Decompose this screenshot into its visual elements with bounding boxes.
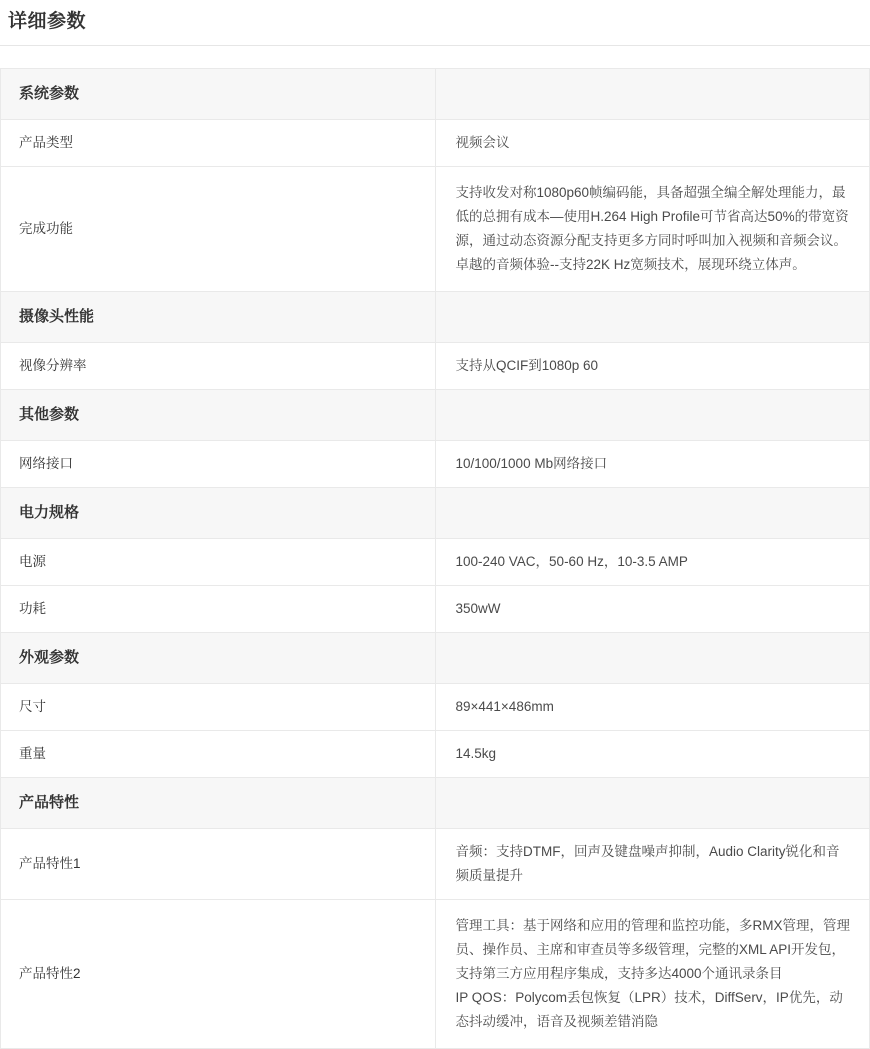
- spec-value-line: 音频：支持DTMF，回声及键盘噪声抑制，Audio Clarity锐化和音频质量提升: [455, 844, 840, 883]
- spec-value-line: 管理工具：基于网络和应用的管理和监控功能，多RMX管理，管理员、操作员、主席和审查员等多级管理，完整的XML API开发包，支持第三方应用程序集成，支持多达4000个通讯录条目: [455, 918, 850, 981]
- spec-value: [435, 120, 870, 167]
- table-row: [1, 900, 870, 1049]
- spec-value-line: 视频会议: [455, 135, 510, 150]
- spec-value: [435, 900, 870, 1049]
- section-heading: 电力规格: [1, 488, 436, 539]
- spec-value-line: 14.5kg: [455, 746, 497, 761]
- section-header-row: [1, 633, 870, 684]
- spec-key: 网络接口: [1, 441, 436, 488]
- section-heading-filler: [435, 292, 870, 343]
- section-heading: 系统参数: [1, 69, 436, 120]
- spec-value-line: 89×441×486mm: [455, 699, 554, 714]
- table-row: [1, 120, 870, 167]
- spec-value: [435, 167, 870, 292]
- spec-value: [435, 829, 870, 900]
- section-heading-filler: [435, 390, 870, 441]
- spec-key: 功耗: [1, 586, 436, 633]
- spec-key: 产品特性2: [1, 900, 436, 1049]
- spec-key: 重量: [1, 731, 436, 778]
- table-row: [1, 829, 870, 900]
- table-row: [1, 441, 870, 488]
- spec-value: [435, 441, 870, 488]
- spec-value-line: IP QOS：Polycom丢包恢复（LPR）技术，DiffServ，IP优先，动态抖动缓冲，语音及视频差错消隐: [455, 990, 843, 1029]
- spec-table: [0, 68, 870, 1049]
- spec-key: 完成功能: [1, 167, 436, 292]
- section-header-row: [1, 69, 870, 120]
- section-heading-filler: [435, 488, 870, 539]
- spec-table-body: [1, 69, 870, 1049]
- page-title: 详细参数: [8, 11, 87, 32]
- section-heading-filler: [435, 778, 870, 829]
- spec-key: 产品特性1: [1, 829, 436, 900]
- spec-value-line: 100-240 VAC，50-60 Hz，10-3.5 AMP: [455, 554, 688, 569]
- section-header-row: [1, 778, 870, 829]
- spec-value: [435, 539, 870, 586]
- section-heading-filler: [435, 69, 870, 120]
- spec-key: 视像分辨率: [1, 343, 436, 390]
- spec-value: [435, 343, 870, 390]
- section-heading: 其他参数: [1, 390, 436, 441]
- table-row: [1, 684, 870, 731]
- table-row: [1, 167, 870, 292]
- spec-value-line: 支持从QCIF到1080p 60: [455, 358, 599, 373]
- spec-value: [435, 586, 870, 633]
- section-heading: 产品特性: [1, 778, 436, 829]
- spec-value-line: 支持收发对称1080p60帧编码能，具备超强全编全解处理能力，最低的总拥有成本—使用H.264 High Profile可节省高达50%的带宽资源，通过动态资源分配支持更多方同时呼叫加入视频和音频会议。卓越的音频体验--支持22K Hz宽频技术，展现环绕立体声。: [455, 185, 849, 272]
- spec-value-line: 10/100/1000 Mb网络接口: [455, 456, 608, 471]
- spec-key: 尺寸: [1, 684, 436, 731]
- table-row: [1, 539, 870, 586]
- spec-value: [435, 684, 870, 731]
- table-row: [1, 731, 870, 778]
- spec-key: 电源: [1, 539, 436, 586]
- section-header-row: [1, 488, 870, 539]
- spec-key: 产品类型: [1, 120, 436, 167]
- section-header-row: [1, 390, 870, 441]
- section-heading: 外观参数: [1, 633, 436, 684]
- spec-value: [435, 731, 870, 778]
- section-heading: 摄像头性能: [1, 292, 436, 343]
- section-heading-filler: [435, 633, 870, 684]
- section-header-row: [1, 292, 870, 343]
- table-row: [1, 586, 870, 633]
- spec-value-line: 350wW: [455, 601, 501, 616]
- table-row: [1, 343, 870, 390]
- header-spacer: [0, 46, 870, 68]
